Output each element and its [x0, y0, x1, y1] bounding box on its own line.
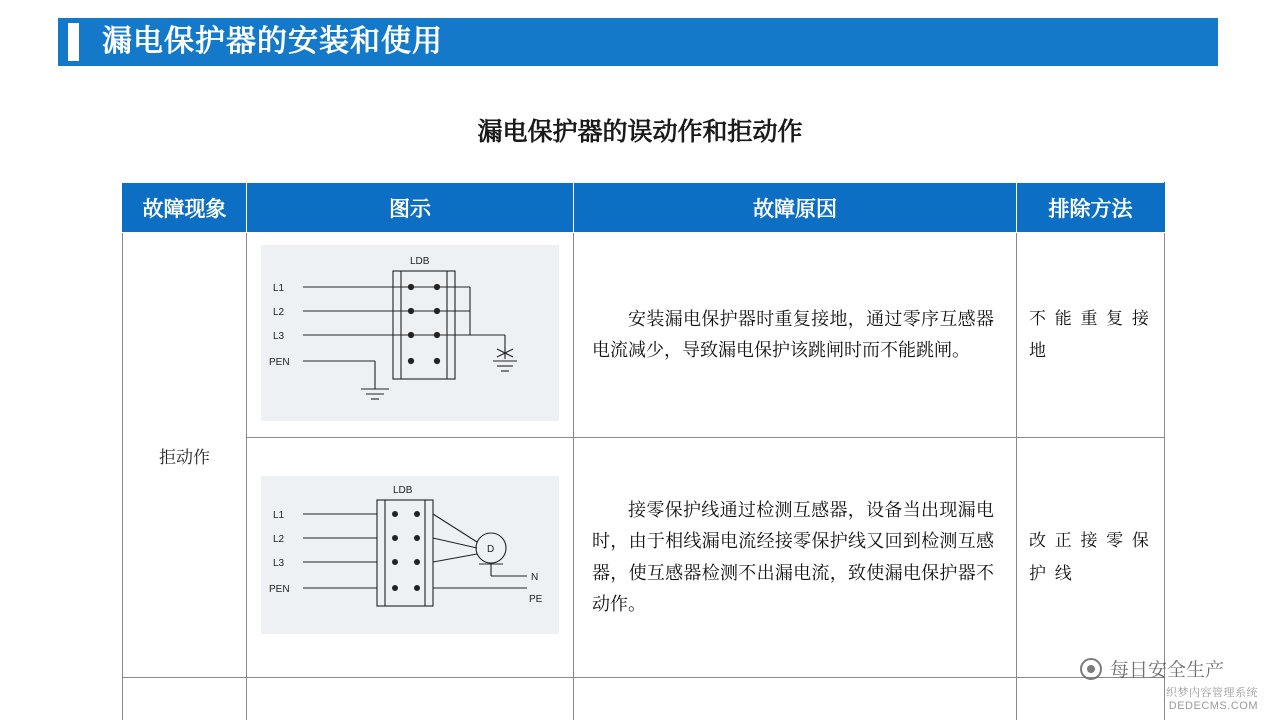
svg-text:LDB: LDB	[393, 485, 413, 496]
cell-spacer-1	[123, 678, 247, 720]
cell-remedy-1: 不 能 重 复 接 地	[1017, 233, 1165, 438]
svg-text:LDB: LDB	[410, 255, 430, 267]
cell-spacer-4	[1017, 678, 1165, 720]
svg-text:PEN: PEN	[269, 584, 290, 595]
svg-text:L2: L2	[273, 306, 285, 318]
account-ring-icon	[1080, 658, 1102, 680]
svg-text:L3: L3	[273, 558, 285, 569]
header-right-white-block	[1218, 18, 1280, 66]
cell-remedy-2: 改 正 接 零 保 护 线	[1017, 438, 1165, 678]
section-subtitle: 漏电保护器的误动作和拒动作	[477, 118, 803, 146]
table-header-row	[123, 183, 1165, 233]
svg-text:L3: L3	[273, 330, 285, 342]
table-row	[123, 233, 1165, 438]
account-watermark	[1080, 655, 1224, 682]
cell-spacer-2	[247, 678, 574, 720]
cell-reason-1: 安装漏电保护器时重复接地，通过零序互感器电流减少，导致漏电保护该跳闸时而不能跳闸。	[574, 233, 1017, 438]
cell-figure-1	[247, 233, 574, 438]
page-title: 漏电保护器的安装和使用	[102, 25, 443, 58]
footer-watermark	[1166, 687, 1258, 715]
cell-reason-2: 接零保护线通过检测互感器，设备当出现漏电时，由于相线漏电流经接零保护线又回到检测互感器，使互感器检测不出漏电流，致使漏电保护器不动作。	[574, 438, 1017, 678]
column-header-reason: 故障原因	[574, 183, 1017, 233]
column-header-figure: 图示	[247, 183, 574, 233]
footer-watermark-line1: 织梦内容管理系统	[1166, 686, 1258, 699]
svg-text:PEN: PEN	[269, 356, 290, 368]
table-body	[123, 233, 1165, 720]
table-row-spacer	[123, 678, 1165, 720]
fault-table	[122, 182, 1165, 720]
header-accent-mark	[68, 23, 79, 61]
svg-text:N: N	[531, 572, 539, 583]
header-left-white-block	[0, 18, 58, 66]
account-watermark-label: 每日安全生产	[1109, 660, 1224, 681]
svg-text:L1: L1	[273, 282, 285, 294]
table-row	[123, 438, 1165, 678]
footer-watermark-line2: DEDECMS.COM	[1168, 700, 1258, 713]
ldb-repeat-grounding-diagram	[261, 245, 559, 421]
cell-spacer-3	[574, 678, 1017, 720]
column-header-remedy: 排除方法	[1017, 183, 1165, 233]
svg-text:PE: PE	[529, 594, 543, 605]
svg-text:L1: L1	[273, 510, 285, 521]
svg-text:D: D	[487, 544, 495, 555]
column-header-phenomenon: 故障现象	[123, 183, 247, 233]
table-header	[123, 183, 1165, 233]
svg-text:L2: L2	[273, 534, 285, 545]
content-table-wrapper	[122, 182, 1164, 720]
cell-figure-2	[247, 438, 574, 678]
ldb-pe-through-ct-diagram	[261, 476, 559, 634]
cell-phenomenon: 拒动作	[123, 233, 247, 678]
